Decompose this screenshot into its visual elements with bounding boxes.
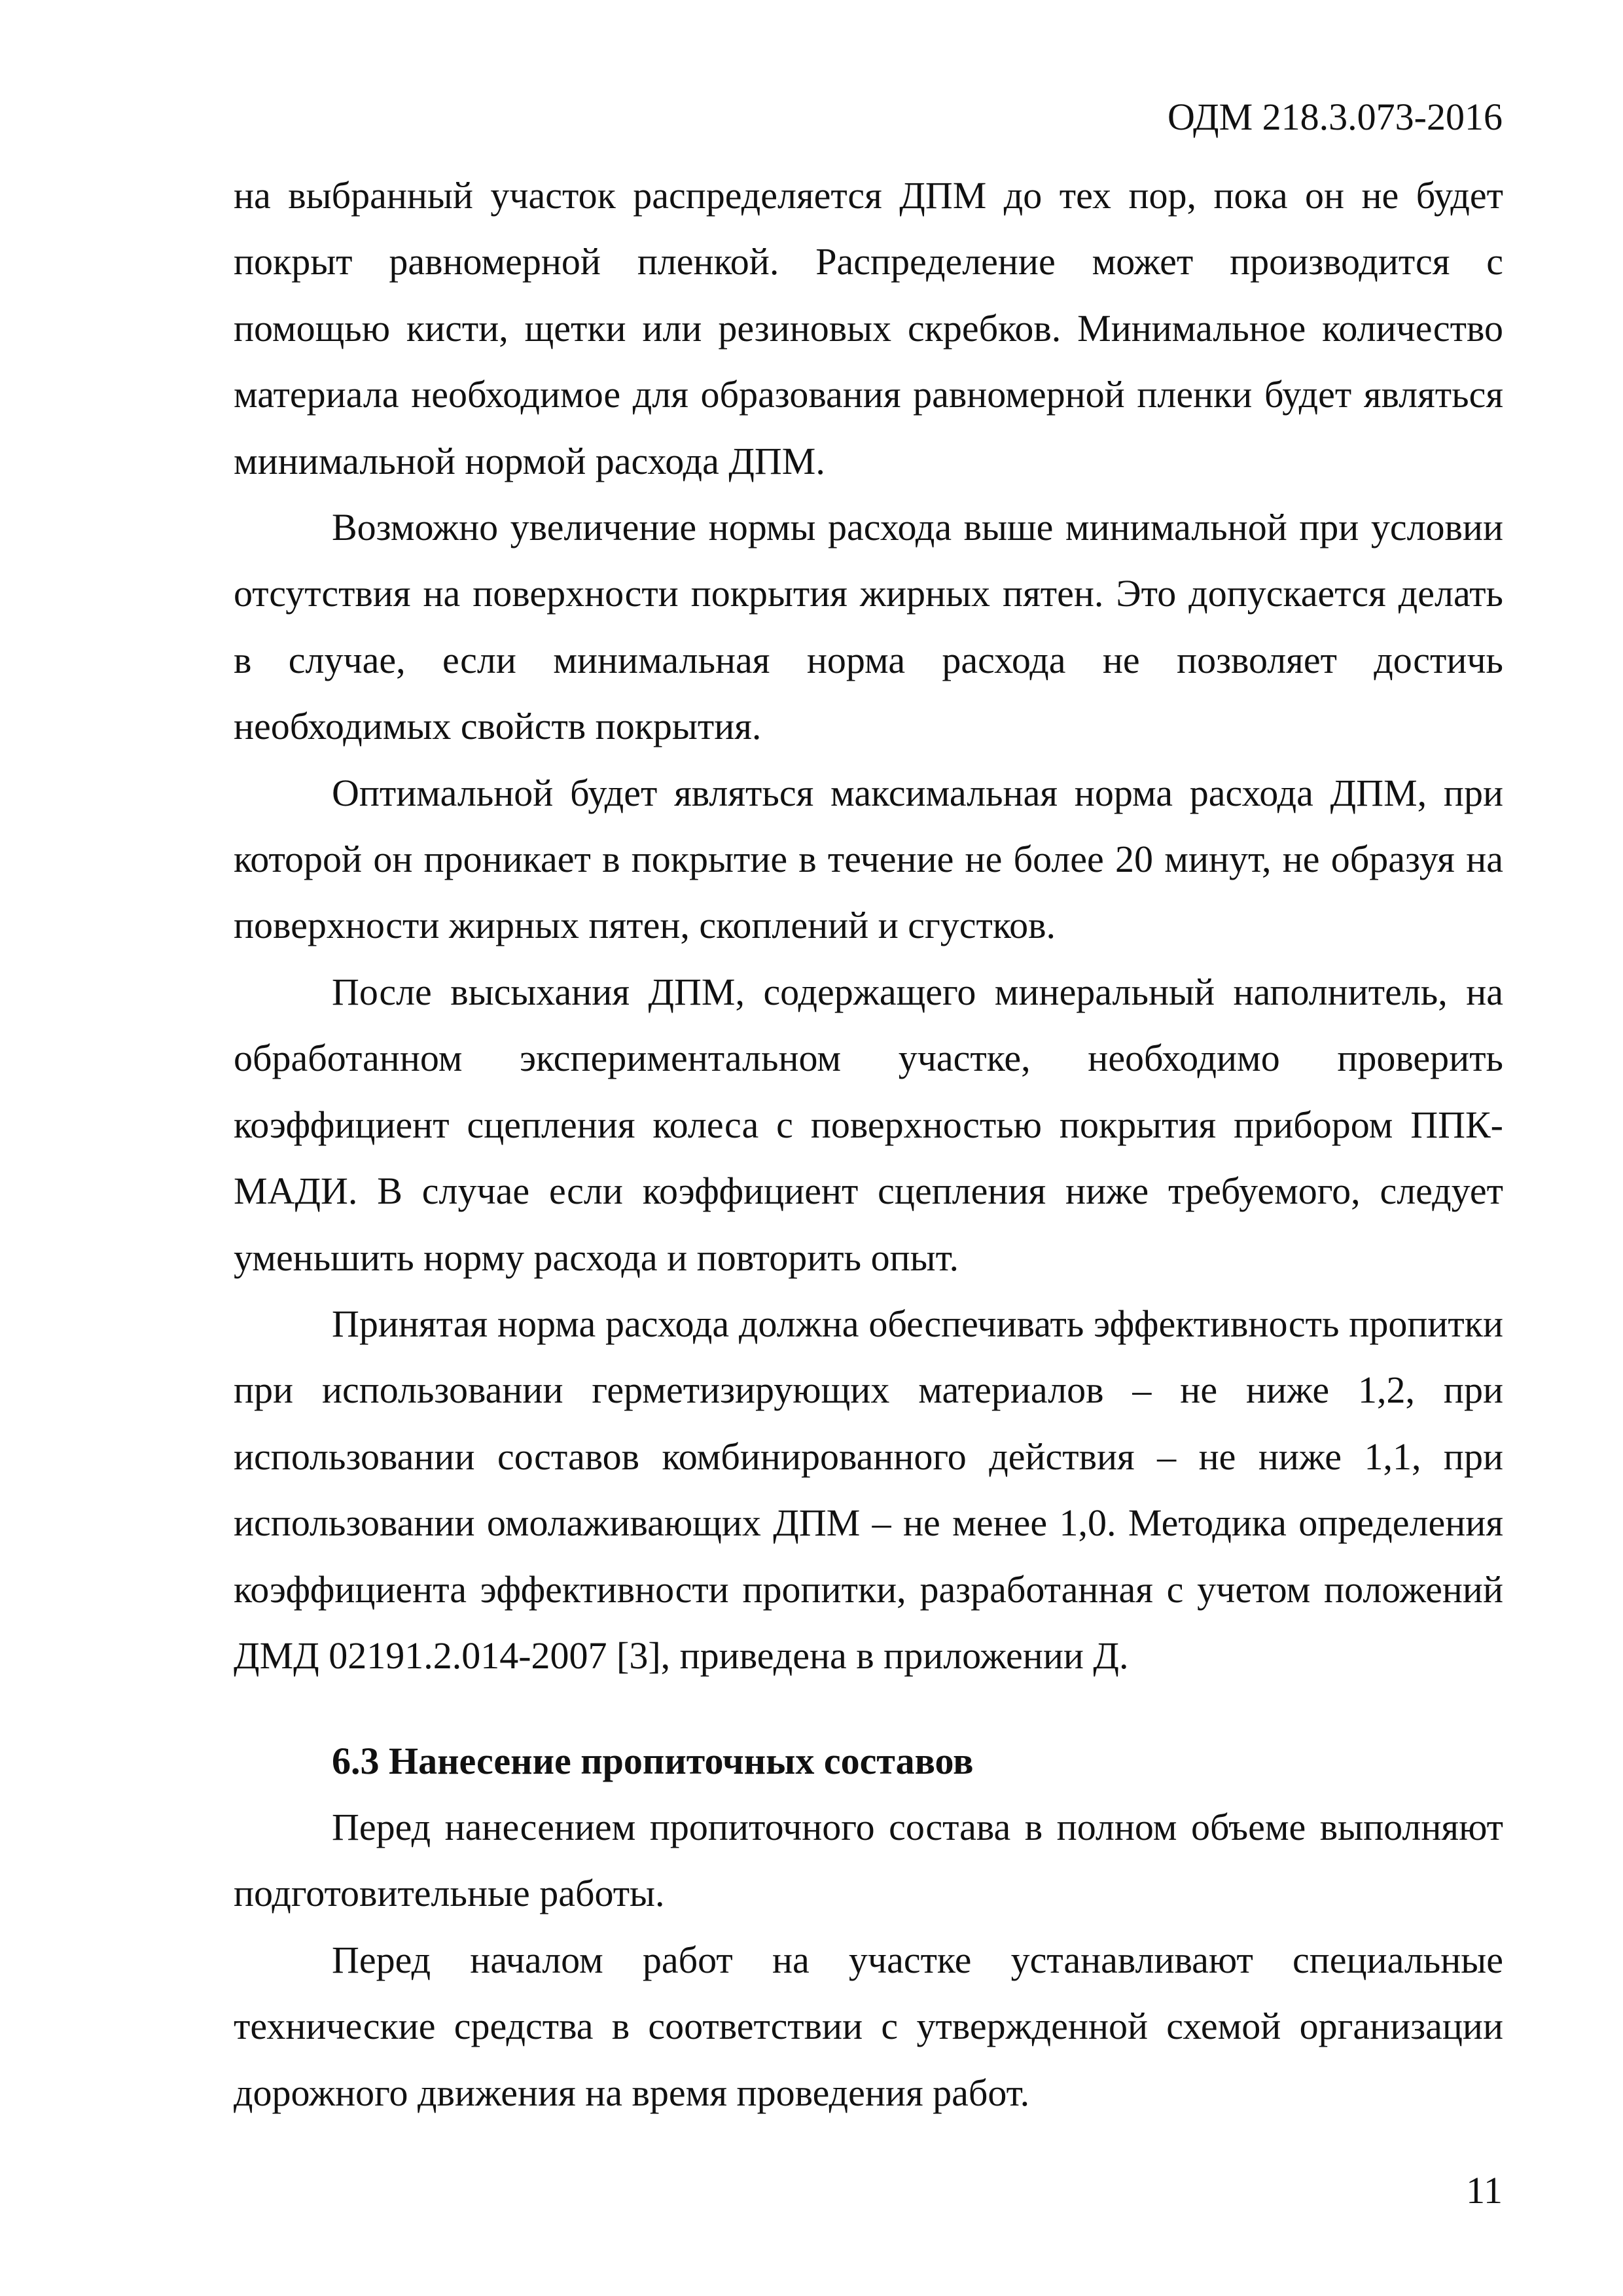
paragraph: Перед началом работ на участке устанавливают специальные технические средства в соответствии с утвержденной схемой организации дорожного движения на время проведения работ.	[234, 1938, 1503, 2114]
paragraph: После высыхания ДПМ, содержащего минеральный наполнитель, на обработанном экспериментальном участке, необходимо проверить коэффициент сцепления колеса с поверхностью покрытия прибором ППК-МАДИ. В случае если коэффициент сцепления ниже требуемого, следует уменьшить норму расхода и повторить опыт.	[234, 970, 1503, 1279]
paragraph: Перед нанесением пропиточного состава в полном объеме выполняют подготовительные работы.	[234, 1806, 1503, 1915]
section-body	[234, 1794, 1503, 2126]
paragraph: Возможно увеличение нормы расхода выше минимальной при условии отсутствия на поверхности покрытия жирных пятен. Это допускается делать в случае, если минимальная норма расхода не позволяет достичь необходимых свойств покрытия.	[234, 506, 1503, 748]
paragraph-continuation: на выбранный участок распределяется ДПМ до тех пор, пока он не будет покрыт равномерной пленкой. Распределение может производится с помощью кисти, щетки или резиновых скребков. Минимальное количество материала необходимое для образования равномерной пленки будет являться минимальной нормой расхода ДПМ.	[234, 174, 1503, 482]
section-heading: 6.3 Нанесение пропиточных составов	[332, 1740, 974, 1782]
paragraph: Оптимальной будет являться максимальная норма расхода ДПМ, при которой он проникает в покрытие в течение не более 20 минут, не образуя на поверхности жирных пятен, скоплений и сгустков.	[234, 771, 1503, 947]
paragraph: Принятая норма расхода должна обеспечивать эффективность пропитки при использовании герметизирующих материалов – не ниже 1,2, при использовании составов комбинированного действия – не ниже 1,1, при использовании омолаживающих ДПМ – не менее 1,0. Методика определения коэффициента эффективности пропитки, разработанная с учетом положений ДМД 02191.2.014-2007 [3], приведена в приложении Д.	[234, 1302, 1503, 1677]
body-text	[234, 162, 1503, 1689]
document-code: ОДМ 218.3.073-2016	[1168, 96, 1503, 138]
page-number: 11	[1466, 2169, 1503, 2212]
